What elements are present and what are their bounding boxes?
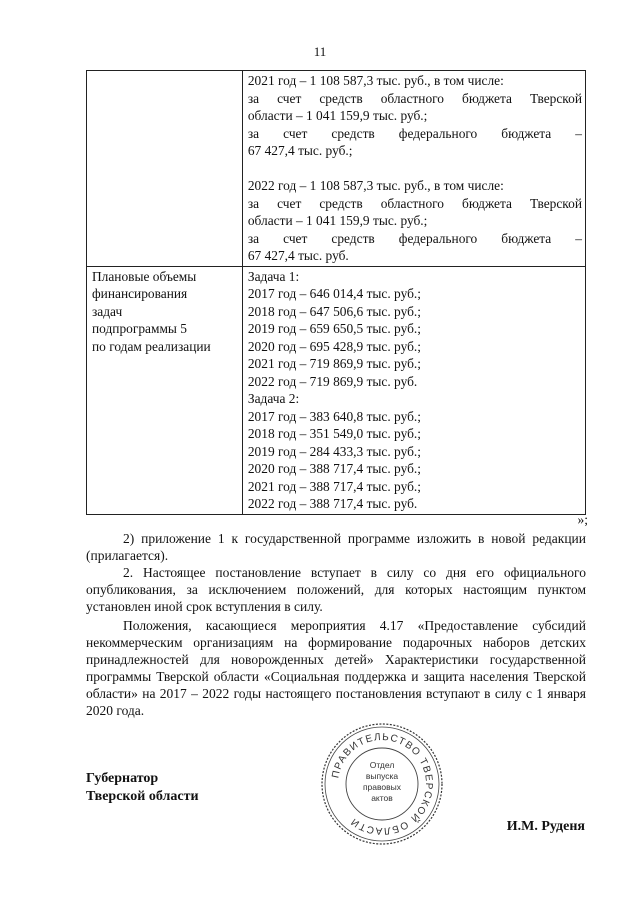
financing-table xyxy=(86,70,586,515)
task-funding-line: Задача 2: xyxy=(247,391,300,406)
funding-line: за счет средств областного бюджета Тверской xyxy=(247,90,582,106)
task-funding-line: 2020 год – 388 717,4 тыс. руб.; xyxy=(247,461,421,476)
task-funding-line: 2021 год – 719 869,9 тыс. руб.; xyxy=(247,356,421,371)
funding-line: 2021 год – 1 108 587,3 тыс. руб., в том числе: xyxy=(247,73,504,88)
task-funding-line: 2017 год – 383 640,8 тыс. руб.; xyxy=(247,408,421,424)
stamp-text-line: правовых xyxy=(362,782,402,792)
task-funding-line: 2022 год – 388 717,4 тыс. руб. xyxy=(247,496,418,511)
funding-line: 67 427,4 тыс. руб. xyxy=(247,248,349,263)
task-funding-line: 2019 год – 284 433,3 тыс. руб.; xyxy=(247,443,421,459)
task-funding-line: 2022 год – 719 869,9 тыс. руб. xyxy=(247,373,418,389)
paragraph-text: 2. Настоящее постановление вступает в силу со дня его официального опубликования, за исключением положений, для которых настоящим пунктом установлен иной срок вступления в силу. xyxy=(86,565,586,614)
paragraph-provisions xyxy=(86,617,586,719)
svg-text:ПРАВИТЕЛЬСТВО ТВЕРСКОЙ ОБЛАСТИ: ПРАВИТЕЛЬСТВО ТВЕРСКОЙ ОБЛАСТИ xyxy=(330,731,435,837)
row-label-line: Плановые объемы xyxy=(92,268,197,284)
table-cell-tasks-funding xyxy=(242,266,585,514)
page-number: 11 xyxy=(313,44,327,59)
table-cell-label xyxy=(87,266,243,514)
task-funding-line: 2020 год – 695 428,9 тыс. руб.; xyxy=(247,338,421,354)
signatory-name: И.М. Руденя xyxy=(506,819,585,834)
funding-line xyxy=(248,160,582,178)
paragraph-text: Положения, касающиеся мероприятия 4.17 «Предоставление субсидий некоммерческим организациям на формирование подарочных наборов детских принадлежностей для новорожденных детей» Характеристики государственной программы Тверской области «Социальная поддержка и защита населения Тверской области» на 2017 – 2022 годы настоящего постановления вступают в силу с 1 января 2020 года. xyxy=(86,618,586,718)
funding-line: области – 1 041 159,9 тыс. руб.; xyxy=(247,108,428,123)
funding-line: области – 1 041 159,9 тыс. руб.; xyxy=(247,213,428,228)
signature-title-line: Губернатор xyxy=(86,771,159,786)
table-row xyxy=(87,266,586,514)
funding-line: за счет средств областного бюджета Тверской xyxy=(247,195,582,211)
stamp-text-line: актов xyxy=(371,793,393,803)
paragraph-appendix xyxy=(86,530,586,564)
task-funding-line: 2021 год – 388 717,4 тыс. руб.; xyxy=(247,478,421,494)
funding-line: за счет средств федерального бюджета – xyxy=(247,125,582,141)
task-funding-line: Задача 1: xyxy=(247,268,300,284)
funding-line: за счет средств федерального бюджета – xyxy=(247,230,582,246)
task-funding-line: 2017 год – 646 014,4 тыс. руб.; xyxy=(247,286,421,301)
task-funding-line: 2018 год – 351 549,0 тыс. руб.; xyxy=(247,426,421,441)
paragraph-effective xyxy=(86,564,586,615)
table-cell-funding-2021-2022 xyxy=(242,71,585,267)
quote-end: »; xyxy=(577,512,588,527)
stamp-text-line: Отдел xyxy=(369,760,395,770)
stamp-text-line: выпуска xyxy=(365,771,399,781)
row-label-line: задач xyxy=(92,303,123,319)
task-funding-line: 2018 год – 647 506,6 тыс. руб.; xyxy=(247,303,421,319)
signature-title-line: Тверской области xyxy=(86,789,199,804)
table-cell-empty xyxy=(87,71,243,267)
task-funding-line: 2019 год – 659 650,5 тыс. руб.; xyxy=(247,321,421,336)
signature-title xyxy=(86,770,199,806)
table-row xyxy=(87,71,586,267)
row-label-line: по годам реализации xyxy=(92,338,211,354)
seal-stamp xyxy=(318,720,446,848)
row-label-line: подпрограммы 5 xyxy=(92,321,187,336)
paragraph-text: 2) приложение 1 к государственной программе изложить в новой редакции (прилагается). xyxy=(86,531,586,563)
row-label-line: финансирования xyxy=(92,286,188,301)
funding-line: 67 427,4 тыс. руб.; xyxy=(247,143,353,158)
funding-line: 2022 год – 1 108 587,3 тыс. руб., в том числе: xyxy=(247,178,504,193)
